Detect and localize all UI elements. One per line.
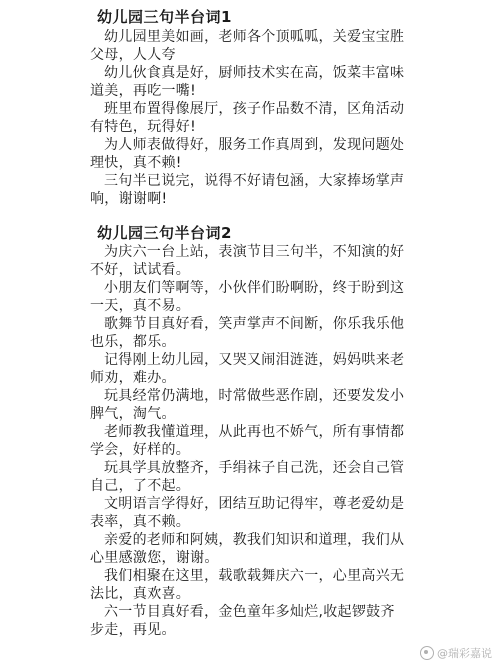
paragraph: 小朋友们等啊等，小伙伴们盼啊盼，终于盼到这一天，真不易。	[90, 280, 405, 314]
watermark-logo-icon	[420, 646, 434, 660]
paragraph: 记得刚上幼儿园，又哭又闹泪涟涟，妈妈哄来老师劝，难办。	[90, 352, 405, 386]
watermark	[420, 645, 492, 661]
paragraph: 为庆六一台上站，表演节目三句半，不知演的好不好，试试看。	[90, 244, 405, 278]
paragraph: 幼儿园里美如画，老师各个顶呱呱，关爱宝宝胜父母，人人夸	[90, 29, 405, 63]
paragraph: 六一节目真好看，金色童年多灿烂,收起锣鼓齐步走，再见。	[90, 604, 395, 638]
paragraph: 亲爱的老师和阿姨，教我们知识和道理，我们从心里感激您，谢谢。	[90, 532, 405, 566]
paragraph: 我们相聚在这里，载歌载舞庆六一，心里高兴无法比，真欢喜。	[90, 568, 405, 602]
paragraph: 歌舞节目真好看，笑声掌声不间断，你乐我乐他也乐，都乐。	[90, 316, 405, 350]
paragraph: 文明语言学得好，团结互助记得牢，尊老爱幼是表率，真不赖。	[90, 496, 405, 530]
paragraph: 老师教我懂道理，从此再也不娇气，所有事情都学会，好样的。	[90, 424, 405, 458]
watermark-text: @瑞彩嘉说	[437, 647, 492, 660]
paragraph: 玩具学具放整齐，手绢袜子自己洗，还会自己管自己，了不起。	[90, 460, 405, 494]
paragraph: 三句半已说完，说得不好请包涵，大家捧场掌声响，谢谢啊!	[90, 173, 405, 207]
section-title-1: 幼儿园三句半台词1	[97, 8, 232, 26]
section-title-2: 幼儿园三句半台词2	[97, 224, 232, 242]
paragraph: 玩具经常仍满地，时常做些恶作剧，还要发发小脾气，淘气。	[90, 388, 405, 422]
paragraph: 幼儿伙食真是好，厨师技术实在高，饭菜丰富味道美，再吃一嘴!	[90, 65, 405, 99]
paragraph: 班里布置得像展厅，孩子作品数不清，区角活动有特色，玩得好!	[90, 101, 405, 135]
paragraph: 为人师表做得好，服务工作真周到，发现问题处理快，真不赖!	[90, 137, 405, 171]
